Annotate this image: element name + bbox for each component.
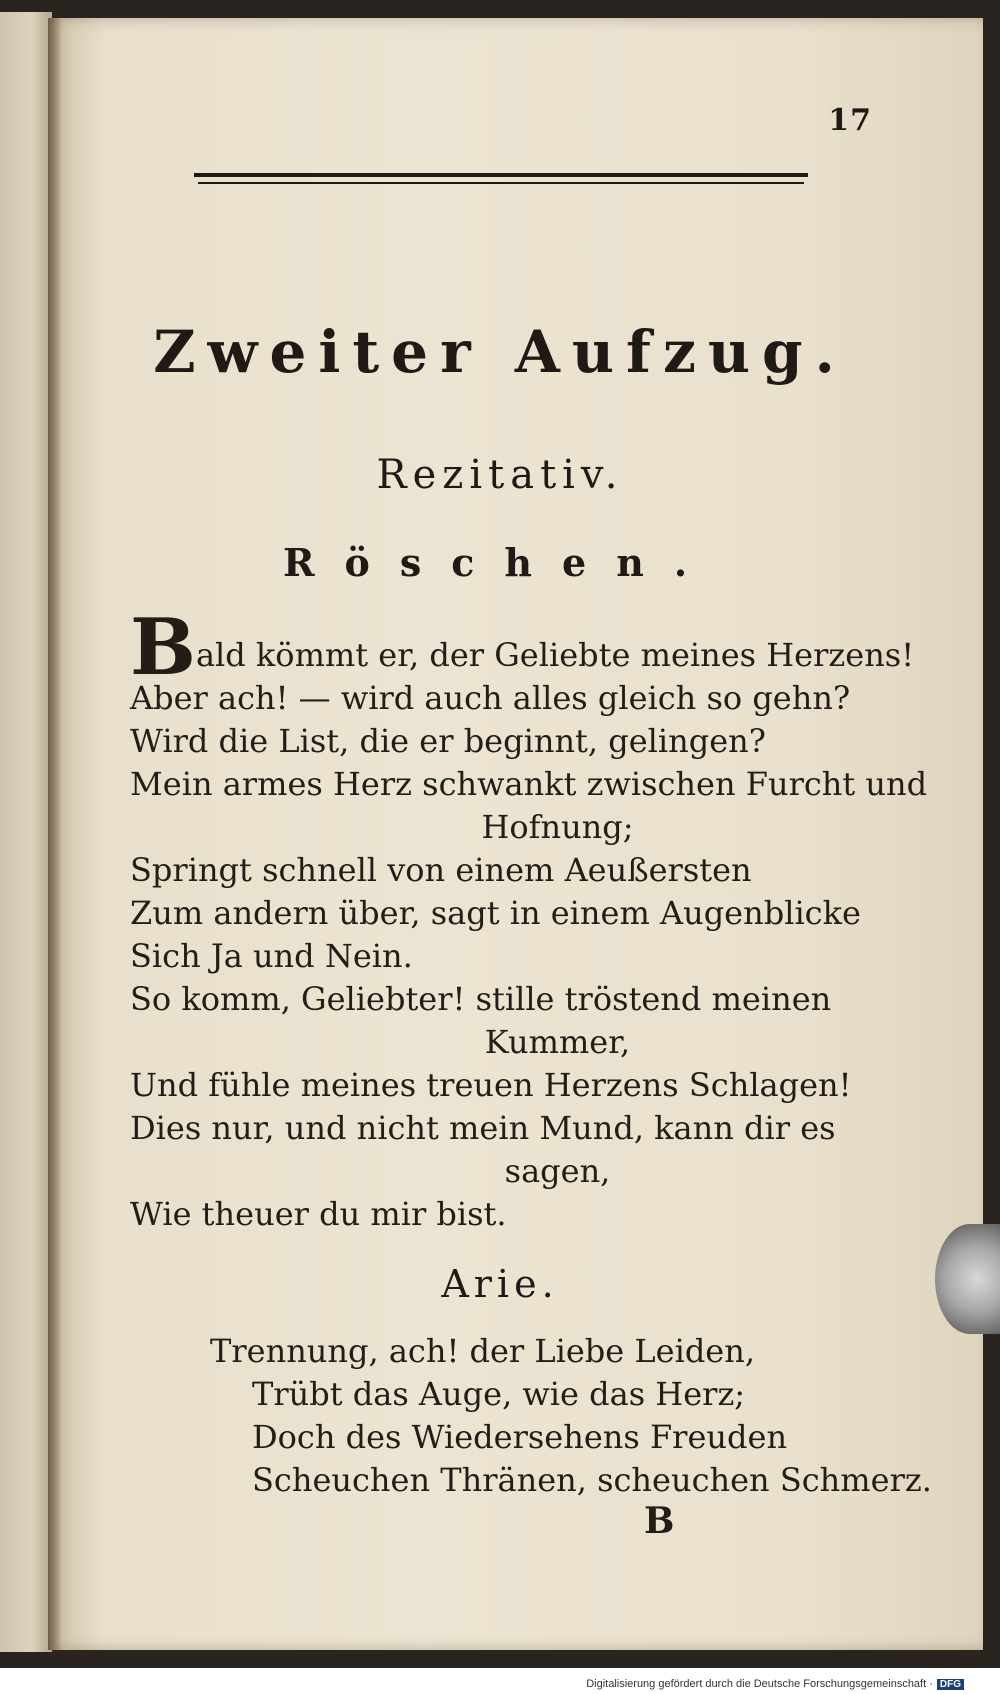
aria-line: Trübt das Auge, wie das Herz; xyxy=(252,1375,746,1413)
drop-cap: B xyxy=(130,602,196,693)
page-number: 17 xyxy=(828,103,872,138)
gutter-shadow xyxy=(48,18,62,1650)
credit-text: Digitalisierung gefördert durch die Deutsche Forschungsgemeinschaft · xyxy=(586,1678,933,1690)
verse-line-continuation: Kummer, xyxy=(484,1023,631,1061)
verse-line: Zum andern über, sagt in einem Augenblicke xyxy=(130,894,861,932)
verse-line: Springt schnell von einem Aeußersten xyxy=(130,851,752,889)
dfg-logo: DFG xyxy=(937,1679,964,1690)
catchword: B xyxy=(644,1500,675,1542)
aria-line: Doch des Wiedersehens Freuden xyxy=(252,1418,788,1456)
header-rule xyxy=(194,173,808,177)
aria-line: Scheuchen Thränen, scheuchen Schmerz. xyxy=(252,1461,932,1499)
aria-text xyxy=(210,1330,932,1502)
verse-line: Wird die List, die er beginnt, gelingen? xyxy=(130,722,766,760)
digitization-credit xyxy=(586,1678,964,1690)
verse-line-continuation: Hofnung; xyxy=(481,808,634,846)
aria-line: Trennung, ach! der Liebe Leiden, xyxy=(210,1332,756,1370)
verse-line: Wie theuer du mir bist. xyxy=(130,1195,507,1233)
verse-line: Aber ach! — wird auch alles gleich so gehn? xyxy=(130,679,851,717)
verse-line: Dies nur, und nicht mein Mund, kann dir es xyxy=(130,1109,836,1147)
first-line-text: ald kömmt er, der Geliebte meines Herzens! xyxy=(195,636,915,674)
section-title: Rezitativ. xyxy=(376,452,624,498)
verse-line: So komm, Geliebter! stille tröstend meinen xyxy=(130,980,832,1018)
verse-line-continuation: sagen, xyxy=(504,1152,611,1190)
header-rule-thin xyxy=(198,182,804,184)
verse-line xyxy=(130,602,915,693)
act-title: Zweiter Aufzug. xyxy=(153,318,847,386)
verse-line: Mein armes Herz schwankt zwischen Furcht und xyxy=(130,765,928,803)
facing-page-edge xyxy=(0,12,52,1652)
verse-line: Und fühle meines treuen Herzens Schlagen! xyxy=(130,1066,852,1104)
recitative-text xyxy=(130,602,928,1236)
aria-title: Arie. xyxy=(441,1262,559,1306)
character-name: Röschen. xyxy=(282,540,718,585)
verse-line: Sich Ja und Nein. xyxy=(130,937,413,975)
